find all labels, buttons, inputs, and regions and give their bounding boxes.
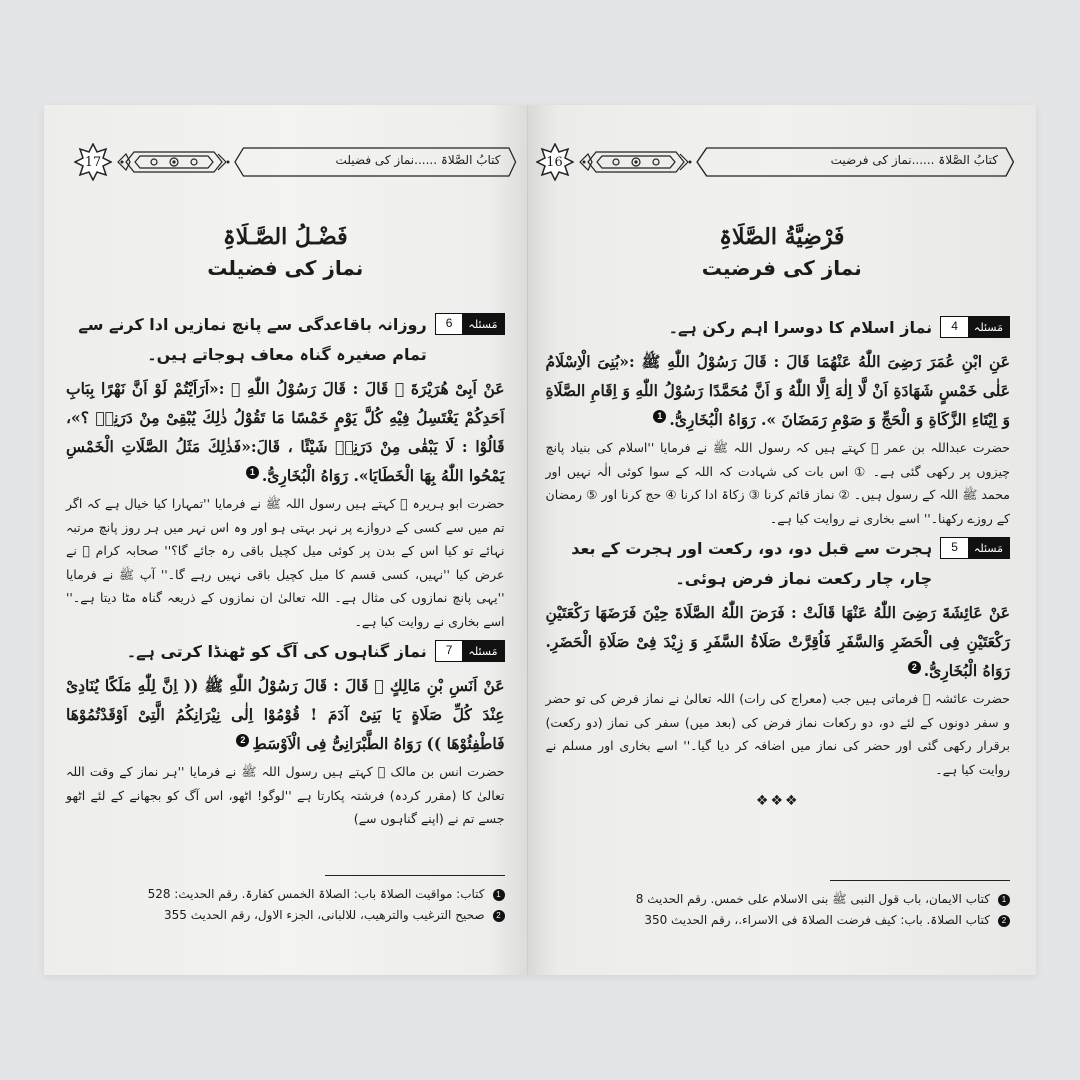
page-body — [66, 310, 505, 835]
chapter-heading — [528, 223, 1036, 282]
masala-label: مَسئلہ — [462, 641, 503, 661]
footnotes — [546, 880, 1010, 931]
footnote-divider — [830, 880, 1010, 881]
hadith-text: عَنْ عَائِشَةَ رَضِیَ اللّٰهُ عَنْهَا قَالَتْ : فَرَضَ اللّٰهُ الصَّلَاةَ حِیْنَ فَرَضَهَا رَكْعَتَیْنِ رَكْعَتَیْنِ فِی الْحَضَرِ وَالسَّفَرِ فَاُقِرَّتْ صَلَاةُ السَّفَرِ وَ زِیْدَ فِیْ صَلَاةِ الْحَضَرِ. رَوَاهُ الْبُخَارِیُّ. — [545, 603, 1010, 680]
urdu-translation: حضرت عبداللہ بن عمر ﷠ کہتے ہیں کہ رسول اللہ ﷺ نے فرمایا ''اسلام کی بنیاد پانچ چیزوں پر رکھی گئی ہے۔ ① اس بات کی شہادت کہ اللہ کے سوا کوئی الٰہ نہیں اور محمد ﷺ اللہ کے رسول ہیں۔ ② نماز قائم کرنا ③ زکاۃ ادا کرنا ④ حج کرنا اور ⑤ رمضان کے روزے رکھنا۔'' اسے بخاری نے روایت کیا ہے۔ — [545, 440, 1010, 526]
hadith-text: عَنِ ابْنِ عُمَرَ رَضِیَ اللّٰهُ عَنْهُمَا قَالَ : قَالَ رَسُوْلُ اللّٰهِ ﷺ :«بُنِیَ الْاِسْلَامُ عَلٰی خَمْسٍ شَهَادَةِ اَنْ لَّا اِلٰهَ اِلَّا اللّٰهُ وَ اَنَّ مُحَمَّدًا رَسُوْلُ اللّٰهِ وَ اِقَامِ الصَّلَاةِ وَ اِیْتَاءِ الزَّكَاةِ وَ الْحَجِّ وَ صَوْمِ رَمَضَانَ ». رَوَاهُ الْبُخَارِیُّ. — [545, 352, 1010, 429]
running-title: کتابُ الصَّلاۃ ......نماز کی فضیلت — [335, 153, 501, 167]
masala-statement: ہجرت سے قبل دو، دو، رکعت اور ہجرت کے بعد چار، چار رکعت نماز فرض ہوئی۔ — [571, 539, 933, 588]
footnote-text: کتاب الصلاۃ. باب: کیف فرضت الصلاۃ فی الاسراء.، رقم الحدیث 350 — [644, 913, 990, 927]
footnote-item — [66, 884, 505, 905]
masala-heading — [546, 534, 1010, 594]
masala-tag — [940, 537, 1010, 559]
running-title: کتابُ الصَّلاۃ ......نماز کی فرضیت — [830, 153, 998, 167]
masala-heading — [66, 637, 505, 667]
page-header — [74, 145, 517, 179]
page-number: 16 — [546, 154, 563, 170]
ornament-icon — [114, 148, 234, 176]
hadith-text: عَنْ اَبِیْ هُرَیْرَةَ ﷛ قَالَ : قَالَ رَسُوْلُ اللّٰهِ ﷺ :«اَرَاَیْتُمْ لَوْ اَنَّ نَهْرًا بِبَابِ اَحَدِكُمْ یَغْتَسِلُ فِیْهِ كُلَّ یَوْمٍ خَمْسًا مَا تَقُوْلُ ذٰلِكَ یُبْقِیْ مِنْ دَرَنِهٖ ؟»، قَالُوْا : لَا یَبْقٰی مِنْ دَرَنِهٖ شَیْئًا ، قَالَ:«فَذٰلِكَ مَثَلُ الصَّلَاتِ الْخَمْسِ یَمْحُوا اللّٰهُ بِهَا الْخَطَایَا». رَوَاهُ الْبُخَارِیُّ. — [66, 379, 505, 485]
page-body — [546, 313, 1010, 809]
chapter-heading — [44, 223, 527, 282]
footnote-item — [546, 910, 1010, 931]
page-number-badge — [74, 143, 112, 181]
page-17 — [44, 105, 527, 975]
footnotes — [66, 875, 505, 926]
footnote-number: 1 — [998, 894, 1010, 906]
masala-statement: نماز گناہوں کی آگ کو ٹھنڈا کرتی ہے۔ — [126, 642, 427, 661]
masala-tag — [435, 313, 505, 335]
footnote-marker[interactable]: 2 — [908, 661, 921, 674]
masala-number: 4 — [941, 317, 968, 337]
page-number-badge — [536, 143, 574, 181]
hadith-arabic — [546, 598, 1010, 685]
chapter-title-urdu: نماز کی فضیلت — [207, 255, 364, 280]
page-number: 17 — [84, 154, 102, 170]
masala-statement: روزانہ باقاعدگی سے پانچ نمازیں ادا کرنے سے تمام صغیرہ گناہ معاف ہوجاتے ہیں۔ — [78, 315, 427, 364]
section-end-ornament: ❖❖❖ — [755, 793, 800, 809]
footnote-number: 2 — [998, 915, 1010, 927]
masala-number: 7 — [436, 641, 463, 661]
footnote-text: صحیح الترغیب والترھیب، للالبانی، الجزء الاول، رقم الحدیث 355 — [164, 908, 485, 922]
page-16 — [528, 105, 1036, 975]
chapter-title-arabic: فَرْضِیَّةُ الصَّلَاۃِ — [719, 224, 845, 250]
hadith-arabic — [66, 671, 505, 758]
masala-tag — [435, 640, 505, 662]
footnote-divider — [325, 875, 505, 876]
urdu-translation: حضرت ابو ہریرہ ﷛ کہتے ہیں رسول اللہ ﷺ نے فرمایا ''تمہارا کیا خیال ہے کہ اگر تم میں سے کسی کے دروازے پر نہر بہتی ہو اور وہ اس نہر میں ہر روز پانچ مرتبہ نہائے تو کیا اس کے بدن پر کوئی میل کچیل باقی رہ جائے گا؟'' صحابہ کرام ﷡ نے عرض کیا ''نہیں، کسی قسم کا میل کچیل باقی نہیں رہے گا۔'' آپ ﷺ نے فرمایا ''یہی پانچ نمازوں کی مثال ہے۔ اللہ تعالیٰ ان نمازوں کے ذریعہ گناہ مٹا دیتا ہے۔'' اسے بخاری نے روایت کیا ہے۔ — [66, 496, 505, 629]
hadith-arabic — [546, 347, 1010, 434]
footnote-item — [66, 905, 505, 926]
footnote-text: کتاب: مواقیت الصلاۃ باب: الصلاۃ الخمس کفارۃ. رقم الحدیث: 528 — [147, 887, 485, 901]
masala-tag — [940, 316, 1010, 338]
footnote-item — [546, 889, 1010, 910]
chapter-title-arabic: فَضْـلُ الصَّـلَاۃِ — [222, 224, 348, 250]
masala-statement: نماز اسلام کا دوسرا اہم رکن ہے۔ — [668, 318, 933, 337]
running-title-band — [234, 146, 517, 178]
masala-number: 5 — [941, 538, 968, 558]
masala-label: مَسئلہ — [968, 317, 1009, 337]
footnote-number: 2 — [493, 910, 505, 922]
urdu-translation: حضرت انس بن مالک ﷛ کہتے ہیں رسول اللہ ﷺ نے فرمایا ''ہر نماز کے وقت اللہ تعالیٰ کا (مقرر کردہ) فرشتہ پکارتا ہے ''لوگو! اٹھو، اس آگ کو بجھانے کے لئے اٹھو جسے تم نے (اپنے گناہوں سے) — [66, 764, 505, 826]
footnote-marker[interactable]: 2 — [236, 734, 249, 747]
masala-label: مَسئلہ — [462, 314, 503, 334]
masala-heading — [66, 310, 505, 370]
masala-heading — [546, 313, 1010, 343]
running-title-band — [696, 146, 1014, 178]
urdu-translation: حضرت عائشہ ﷞ فرماتی ہیں جب (معراج کی رات) اللہ تعالیٰ نے نماز فرض کی تو حضر و سفر دونوں کے لئے دو، دو رکعات نماز فرض کی (بعد میں) سفر کی نماز (دو رکعت) برقرار رکھی گئی اور حضر کی نماز میں اضافہ کر دیا گیا۔'' اسے بخاری اور مسلم نے روایت کیا ہے۔ — [545, 691, 1010, 777]
masala-number: 6 — [436, 314, 463, 334]
footnote-number: 1 — [493, 889, 505, 901]
page-header — [536, 145, 1014, 179]
open-book — [44, 105, 1036, 975]
chapter-title-urdu: نماز کی فرضیت — [701, 255, 862, 280]
hadith-text: عَنْ اَنَسِ بْنِ مَالِكٍ ﷛ قَالَ : قَالَ رَسُوْلُ اللّٰهِ ﷺ (( اِنَّ لِلّٰهِ مَلَكًا یُنَادِیْ عِنْدَ كُلِّ صَلَاةٍ یَا بَنِیْ آدَمَ ! قُوْمُوْا اِلٰی نِیْرَانِكُمُ الَّتِیْ اَوْقَدْتُمُوْهَا فَاطْفِئُوْهَا )) رَوَاهُ الطَّبْرَانِیُّ فِی الْاَوْسَطِ — [66, 676, 505, 753]
footnote-text: کتاب الایمان، باب قول النبی ﷺ بنی الاسلام علی خمس. رقم الحدیث 8 — [635, 892, 990, 906]
ornament-icon — [576, 148, 696, 176]
masala-label: مَسئلہ — [968, 538, 1009, 558]
hadith-arabic — [66, 374, 505, 490]
footnote-marker[interactable]: 1 — [653, 410, 666, 423]
footnote-marker[interactable]: 1 — [246, 466, 259, 479]
